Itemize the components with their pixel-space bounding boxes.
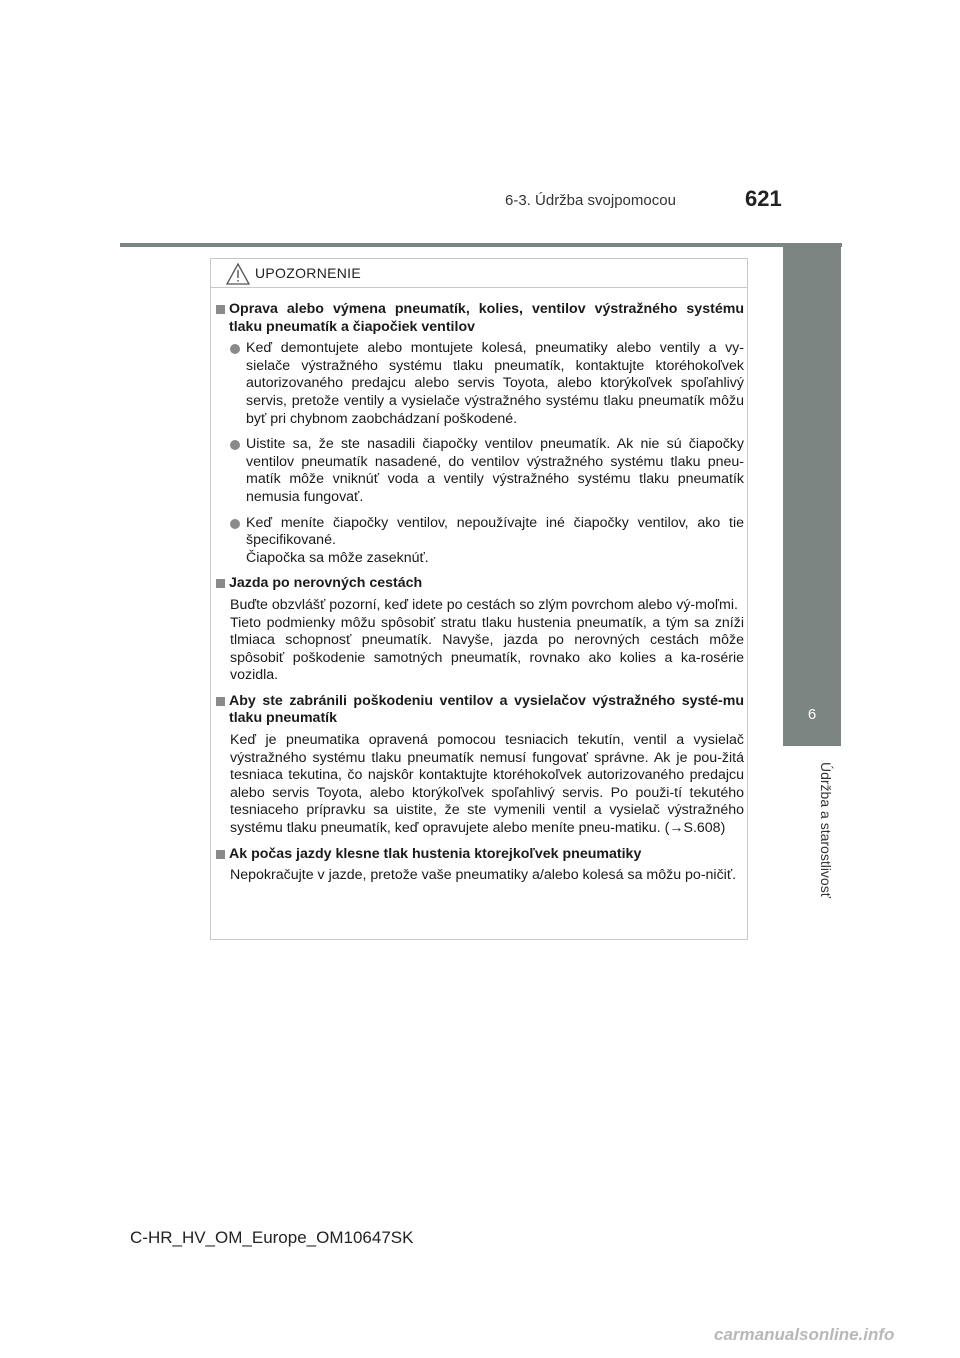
- section-paragraph: Nepokračujte v jazde, pretože vaše pneumatiky a/alebo kolesá sa môžu po-ničiť.: [230, 867, 737, 884]
- section-heading: [216, 693, 744, 728]
- heading-text: Ak počas jazdy klesne tlak hustenia ktorejkoľvek pneumatiky: [229, 845, 642, 862]
- section-heading: [216, 575, 744, 593]
- heading-text: Oprava alebo výmena pneumatík, kolies, ventilov výstražného systému tlaku pneumatík a čiapočiek ventilov: [229, 301, 744, 335]
- round-bullet-icon: [230, 440, 240, 450]
- header-divider: [120, 243, 842, 247]
- bullet-text: Keď meníte čiapočky ventilov, nepoužívajte iné čiapočky ventilov, ako tie špecifikované. Čiapočka sa môže zaseknúť.: [246, 514, 744, 566]
- watermark-link[interactable]: carmanualsonline.info: [714, 1325, 895, 1344]
- warning-title: UPOZORNENIE: [255, 265, 361, 281]
- warning-header: [211, 259, 747, 288]
- chapter-tab[interactable]: [783, 688, 841, 746]
- document-code: C-HR_HV_OM_Europe_OM10647SK: [130, 1228, 414, 1247]
- side-rail: [783, 246, 841, 688]
- list-item: [230, 515, 744, 568]
- warning-box: [210, 258, 748, 940]
- round-bullet-icon: [230, 519, 240, 529]
- square-bullet-icon: [216, 579, 225, 588]
- list-item: [230, 340, 744, 428]
- square-bullet-icon: [216, 850, 225, 859]
- section-title: 6-3. Údržba svojpomocou: [505, 192, 676, 209]
- section-paragraph: Buďte obzvlášť pozorní, keď idete po cestách so zlým povrchom alebo vý-moľmi. Tieto podmienky môžu spôsobiť stratu tlaku hustenia pneumatík, a tým sa zníži tlmiaca schopnosť pneumatík. Navyše, jazda po nerovných cestách môže spôsobiť poškodenie samotných pneumatík, rovnako ako kolies a ka-rosérie vozidla.: [230, 596, 744, 684]
- heading-text: Aby ste zabránili poškodeniu ventilov a vysielačov výstražného systé-mu tlaku pneumatík: [229, 692, 744, 727]
- warning-body: [216, 301, 744, 893]
- chapter-number: 6: [807, 706, 817, 723]
- heading-text: Jazda po nerovných cestách: [229, 575, 423, 592]
- bullet-text: Keď demontujete alebo montujete kolesá, pneumatiky alebo ventily a vy-sielače výstražného systému tlaku pneumatík, kontaktujte ktoréhokoľvek autorizovaného predajcu alebo servis Toyota, alebo ktorýkoľvek spoľahlivý servis, pretože ventily a vysielače výstražného systému tlaku pneumatík môžu byť pri chybnom zaobchádzaní poškodené.: [246, 340, 744, 427]
- section-heading: [216, 846, 744, 864]
- bullet-text: Uistite sa, že ste nasadili čiapočky ventilov pneumatík. Ak nie sú čiapočky ventilov pneumatík nasadené, do ventilov výstražného systému tlaku pneu-matík môže vniknúť voda a ventily výstražného systému tlaku pneumatík nemusia fungovať.: [246, 436, 744, 505]
- square-bullet-icon: [216, 697, 225, 706]
- section-heading: [216, 301, 744, 336]
- round-bullet-icon: [230, 344, 240, 354]
- list-item: [230, 436, 744, 506]
- square-bullet-icon: [216, 305, 225, 314]
- page-number: 621: [745, 186, 782, 211]
- section-paragraph: Keď je pneumatika opravená pomocou tesniacich tekutín, ventil a vysielač výstražného systému tlaku pneumatík nemusí fungovať správne. Ak je pou-žitá tesniaca tekutina, čo najskôr kontaktujte ktoréhokoľvek autorizovaného predajcu alebo servis Toyota, alebo ktorýkoľvek spoľahlivý servis. Po použi-tí tekutého tesniaceho prípravku sa uistite, že ste vymenili ventil a vysielač výstražného systému tlaku pneumatík, keď opravujete alebo meníte pneu-matiku. (→S.608): [230, 732, 744, 837]
- warning-triangle-icon: [225, 262, 251, 286]
- chapter-title: Údržba a starostlivosť: [818, 762, 834, 898]
